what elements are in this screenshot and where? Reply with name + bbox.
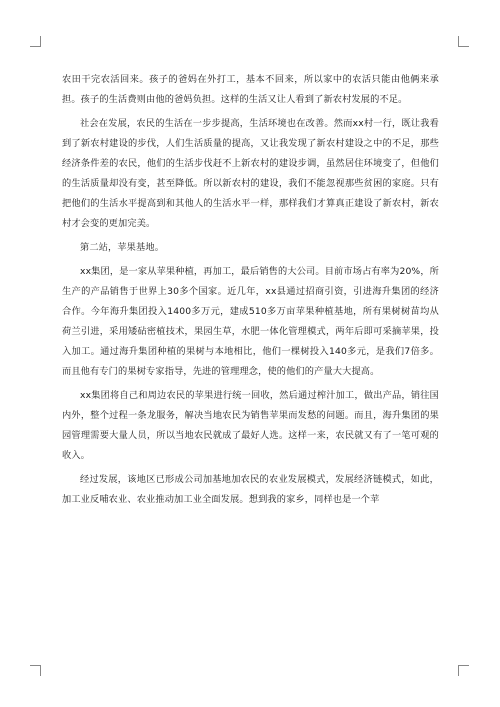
paragraph-5: xx集团将自己和周边农民的苹果进行统一回收，然后通过榨汁加工，做出产品，销往国内外，整个过程一条龙服务，解决当地农民为销售苹果而发愁的问题。而且，海升集团的果园管理需要大量人员，所以当地农民就成了最好人选。这样一来，农民就又有了一笔可观的收入。 <box>62 390 439 461</box>
paragraph-1: 农田干完农活回来。孩子的爸妈在外打工，基本不回来，所以家中的农活只能由他俩来承担。孩子的生活费则由他的爸妈负担。这样的生活又让人看到了新农村发展的不足。 <box>62 74 439 105</box>
crop-mark-bottom-left <box>30 665 41 676</box>
crop-mark-top-right <box>458 36 469 47</box>
crop-mark-bottom-right <box>458 665 469 676</box>
crop-mark-top-left <box>30 36 41 47</box>
paragraph-6: 经过发展，该地区已形成公司加基地加农民的农业发展模式，发展经济链模式，如此，加工业反哺农业、农业推动加工业全面发展。想到我的家乡，同样也是一个苹 <box>62 474 439 505</box>
paragraph-4: xx集团，是一家从苹果种植，再加工，最后销售的大公司。目前市场占有率为20%，所生产的产品销售于世界上30多个国家。近几年，xx县通过招商引资，引进海升集团的经济合作。今年海升集团投入1400多万元，建成510多万亩苹果种植基地，所有果树树苗均从荷兰引进，采用矮砧密植技术，果园生草，水肥一体化管理模式，两年后即可采摘苹果，投入加工。通过海升集团种植的果树与本地相比，他们一棵树投入140多元，是我们7倍多。而且他有专门的果树专家指导，先进的管理理念，使的他们的产量大大提高。 <box>62 266 439 377</box>
paragraph-2: 社会在发展，农民的生活在一步步提高，生活环境也在改善。然而xx村一行，既让我看到了新农村建设的步伐，人们生活质量的提高，又让我发现了新农村建设之中的不足，那些经济条件差的农民，他们的生活步伐赶不上新农村的建设步调，虽然居住环境变了，但他们的生活质量却没有变，甚至降低。所以新农村的建设，我们不能忽视那些贫困的家庭。只有把他们的生活水平提高到和其他人的生活水平一样，那样我们才算真正建设了新农村，新农村才会变的更加完美。 <box>62 118 439 229</box>
paragraph-3: 第二站，苹果基地。 <box>80 242 165 253</box>
document-body <box>62 70 439 514</box>
